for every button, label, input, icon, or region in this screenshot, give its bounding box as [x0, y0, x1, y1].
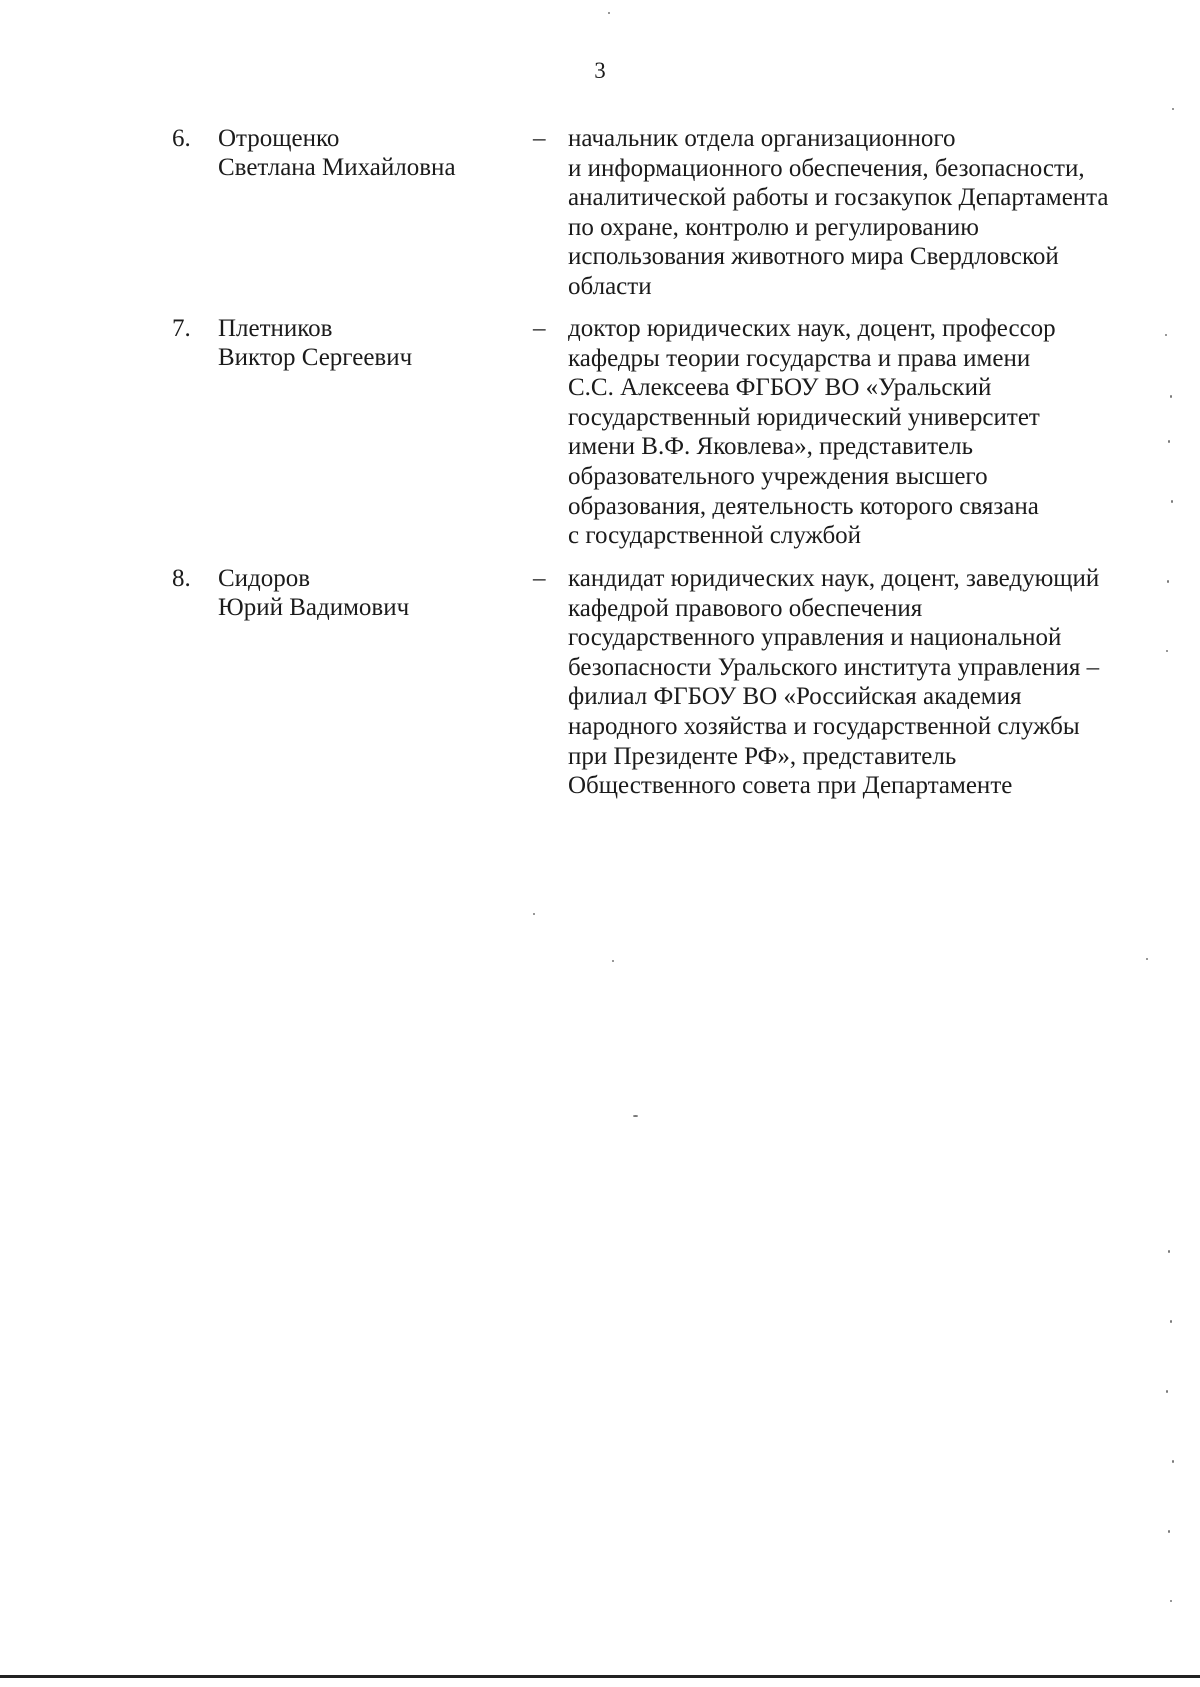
- position-line: доктор юридических наук, доцент, профессор: [568, 315, 1056, 342]
- scan-speck: [1170, 1600, 1172, 1602]
- member-position: [568, 564, 1138, 801]
- position-line: государственный юридический университет: [568, 403, 1040, 431]
- member-name: [218, 564, 409, 622]
- position-line: и информационного обеспечения, безопасности,: [568, 154, 1085, 182]
- scan-speck: [1166, 1390, 1168, 1393]
- position-line: использования животного мира Свердловской: [568, 243, 1059, 271]
- position-line: государственного управления и национальной: [568, 624, 1062, 652]
- scan-speck: [1171, 500, 1173, 503]
- entry-number: 8.: [172, 565, 191, 592]
- entry-dash: –: [533, 565, 546, 592]
- position-line: безопасности Уральского института управления –: [568, 653, 1100, 681]
- position-line: С.С. Алексеева ФГБОУ ВО «Уральский: [568, 374, 992, 402]
- position-line: аналитической работы и госзакупок Департамента: [568, 184, 1109, 212]
- position-line: с государственной службой: [568, 522, 862, 550]
- scan-speck: [1168, 1530, 1170, 1533]
- scan-speck: [608, 12, 610, 14]
- member-surname: Плетников: [218, 315, 333, 342]
- position-line: филиал ФГБОУ ВО «Российская академия: [568, 683, 1022, 711]
- position-line: народного хозяйства и государственной службы: [568, 712, 1080, 740]
- page-number: 3: [594, 58, 606, 83]
- scan-speck: [1167, 580, 1169, 583]
- member-surname: Сидоров: [218, 565, 311, 592]
- member-position: [568, 314, 1138, 551]
- entry-dash: –: [533, 125, 546, 152]
- scan-speck: [1168, 1250, 1170, 1253]
- position-line: по охране, контролю и регулированию: [568, 213, 979, 241]
- position-line: при Президенте РФ», представитель: [568, 742, 957, 770]
- position-line: имени В.Ф. Яковлева», представитель: [568, 433, 974, 461]
- scan-speck: [1166, 650, 1168, 652]
- scan-speck: [612, 960, 614, 962]
- scan-speck: [1168, 440, 1170, 443]
- scan-speck: [1172, 108, 1174, 110]
- scan-speck: [633, 1115, 638, 1117]
- scan-speck: [1170, 1320, 1172, 1323]
- position-line: образования, деятельность которого связана: [568, 492, 1039, 520]
- member-given-names: Юрий Вадимович: [218, 594, 410, 621]
- scan-speck: [1165, 334, 1167, 336]
- position-line: образовательного учреждения высшего: [568, 462, 988, 490]
- position-line: кафедры теории государства и права имени: [568, 344, 1031, 372]
- entry-number: 6.: [172, 125, 191, 152]
- bottom-edge-line: [0, 1675, 1200, 1678]
- member-given-names: Светлана Михайловна: [218, 154, 456, 181]
- scan-speck: [533, 913, 535, 915]
- position-line: кафедрой правового обеспечения: [568, 594, 923, 622]
- position-line: области: [568, 272, 652, 300]
- member-surname: Отрощенко: [218, 125, 340, 152]
- member-name: [218, 314, 412, 372]
- scan-speck: [1170, 395, 1172, 398]
- member-given-names: Виктор Сергеевич: [218, 344, 413, 371]
- entry-number: 7.: [172, 315, 191, 342]
- scan-speck: [1172, 1460, 1174, 1463]
- scan-speck: [1146, 958, 1148, 960]
- position-line: Общественного совета при Департаменте: [568, 772, 1013, 800]
- position-line: кандидат юридических наук, доцент, заведующий: [568, 565, 1100, 592]
- position-line: начальник отдела организационного: [568, 125, 956, 152]
- member-name: [218, 124, 456, 182]
- entry-dash: –: [533, 315, 546, 342]
- member-position: [568, 124, 1138, 302]
